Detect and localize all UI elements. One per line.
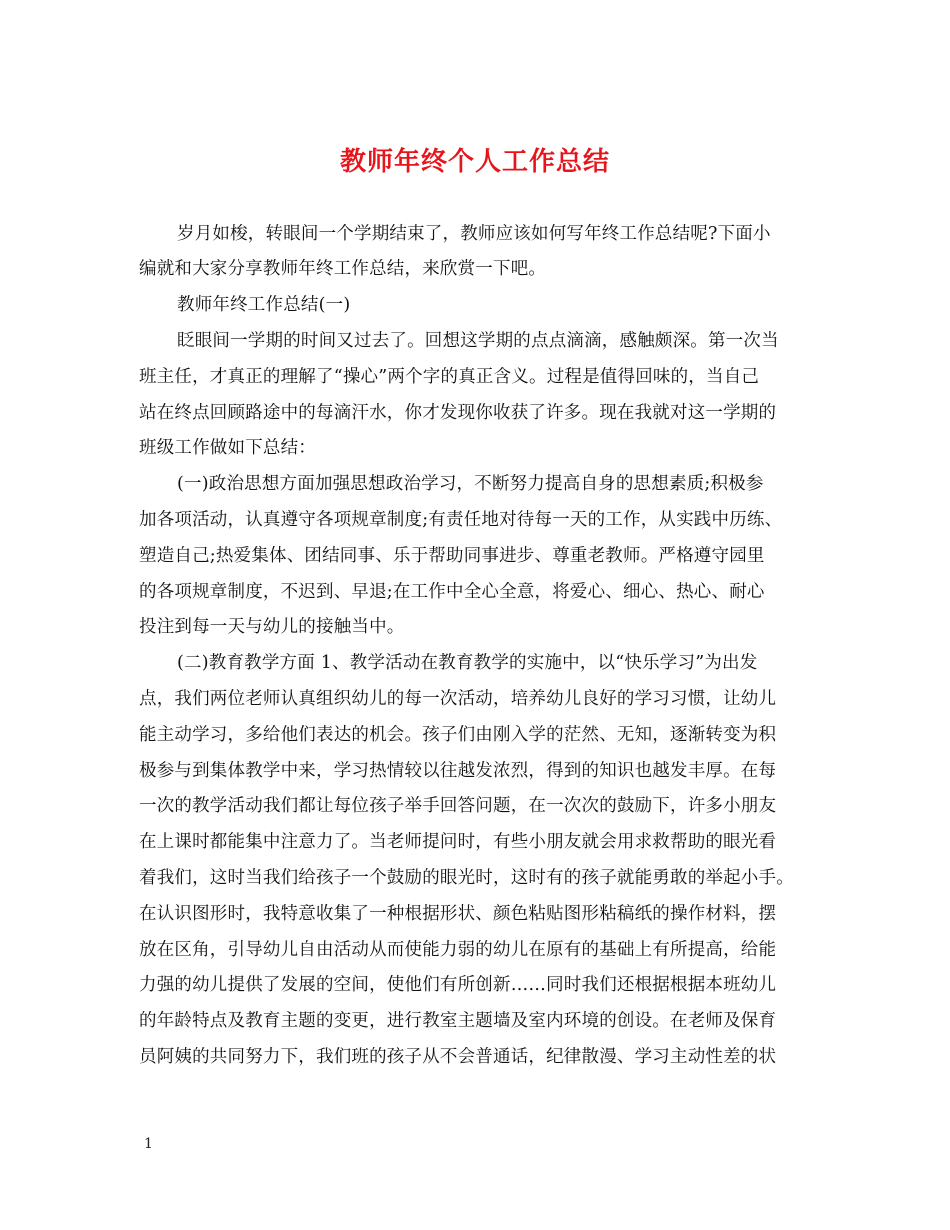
- paragraph-line: 员阿姨的共同努力下，我们班的孩子从不会普通话，纪律散漫、学习主动性差的状: [139, 1047, 777, 1067]
- paragraph-line: (二)教育教学方面 1、教学活动在教育教学的实施中，以“快乐学习”为出发: [177, 653, 758, 673]
- paragraph-line: 站在终点回顾路途中的每滴汗水，你才发现你收获了许多。现在我就对这一学期的: [139, 403, 777, 423]
- paragraph-line: 点，我们两位老师认真组织幼儿的每一次活动，培养幼儿良好的学习习惯，让幼儿: [139, 689, 777, 709]
- paragraph-line: 的各项规章制度，不迟到、早退;在工作中全心全意，将爱心、细心、热心、耐心: [139, 582, 765, 602]
- paragraph-line: 极参与到集体教学中来，学习热情较以往越发浓烈，得到的知识也越发丰厚。在每: [139, 761, 777, 781]
- paragraph-line: 在上课时都能集中注意力了。当老师提问时，有些小朋友就会用求救帮助的眼光看: [139, 832, 777, 852]
- paragraph-line: 编就和大家分享教师年终工作总结，来欣赏一下吧。: [139, 259, 547, 279]
- document-title: 教师年终个人工作总结: [339, 147, 610, 177]
- page-number: 1: [144, 1136, 153, 1152]
- paragraph-line: 力强的幼儿提供了发展的空间，使他们有所创新……同时我们还根据根据本班幼儿: [139, 975, 777, 995]
- paragraph-line: 能主动学习，多给他们表达的机会。孩子们由刚入学的茫然、无知，逐渐转变为积: [139, 725, 777, 745]
- paragraph-line: 放在区角，引导幼儿自由活动从而使能力弱的幼儿在原有的基础上有所提高，给能: [139, 940, 777, 960]
- paragraph-line: 的年龄特点及教育主题的变更，进行教室主题墙及室内环境的创设。在老师及保育: [139, 1011, 777, 1031]
- paragraph-line: 塑造自己;热爱集体、团结同事、乐于帮助同事进步、尊重老教师。严格遵守园里: [139, 546, 765, 566]
- paragraph-line: 加各项活动，认真遵守各项规章制度;有责任地对待每一天的工作，从实践中历练、: [139, 510, 783, 530]
- paragraph-line: 着我们，这时当我们给孩子一个鼓励的眼光时，这时有的孩子就能勇敢的举起小手。: [139, 868, 794, 888]
- paragraph-line: 班级工作做如下总结：: [139, 438, 316, 458]
- paragraph-line: 在认识图形时，我特意收集了一种根据形状、颜色粘贴图形粘稿纸的操作材料，摆: [139, 904, 777, 924]
- paragraph-line: 一次的教学活动我们都让每位孩子举手回答问题，在一次次的鼓励下，许多小朋友: [139, 796, 777, 816]
- paragraph-line: 岁月如梭，转眼间一个学期结束了，教师应该如何写年终工作总结呢?下面小: [177, 224, 771, 244]
- paragraph-line: 眨眼间一学期的时间又过去了。回想这学期的点点滴滴，感触颇深。第一次当: [177, 331, 779, 351]
- paragraph-line: (一)政治思想方面加强思想政治学习，不断努力提高自身的思想素质;积极参: [177, 474, 764, 494]
- section-heading: 教师年终工作总结(一): [177, 295, 351, 315]
- paragraph-line: 班主任，才真正的理解了“操心”两个字的真正含义。过程是值得回味的，当自己: [139, 367, 760, 387]
- paragraph-line: 投注到每一天与幼儿的接触当中。: [139, 617, 405, 637]
